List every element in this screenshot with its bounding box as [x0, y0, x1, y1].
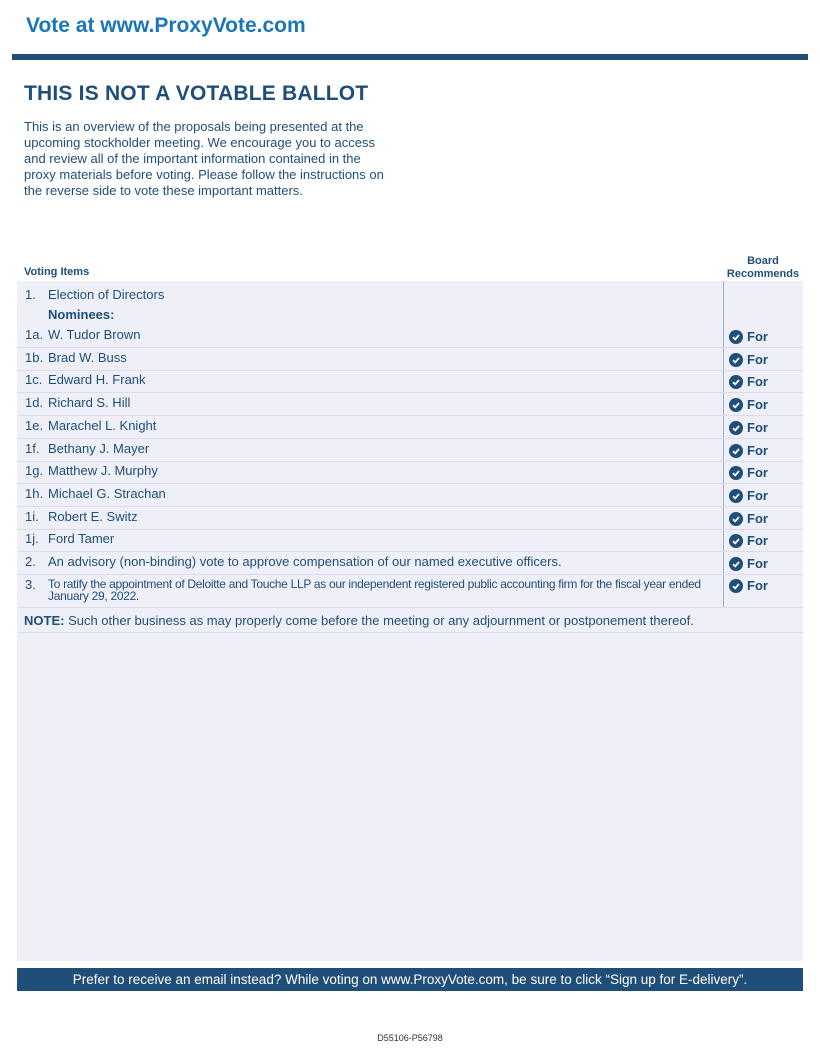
nominee-name: Richard S. Hill — [48, 395, 131, 410]
nominee-recommendation — [729, 329, 768, 344]
header-divider — [12, 54, 808, 60]
nominee-number: 1a. — [25, 327, 44, 342]
nominee-name: Michael G. Strachan — [48, 486, 166, 501]
nominee-name: Ford Tamer — [48, 531, 115, 546]
nominee-number: 1h. — [25, 486, 44, 501]
voting-items-header: Voting Items — [24, 266, 90, 278]
page-title: THIS IS NOT A VOTABLE BALLOT — [24, 82, 369, 105]
nominee-row — [17, 531, 803, 552]
nominee-row — [17, 463, 803, 484]
recommendation-label: For — [747, 329, 768, 344]
check-circle-icon — [729, 375, 743, 389]
e-delivery-banner: Prefer to receive an email instead? While voting on www.ProxyVote.com, be sure to click “Sign up for E-delivery”. — [17, 968, 803, 991]
recommendation-label: For — [747, 556, 768, 571]
nominee-number: 1e. — [25, 418, 44, 433]
note-body: Such other business as may properly come before the meeting or any adjournment or postponement thereof. — [64, 613, 694, 628]
item-text: Election of Directors — [48, 287, 165, 302]
nominee-name: Brad W. Buss — [48, 350, 127, 365]
recommendation-label: For — [747, 533, 768, 548]
item-number: 3. — [25, 577, 36, 592]
nominee-recommendation — [729, 443, 768, 458]
document-code: D55106-P56798 — [377, 1033, 443, 1043]
nominee-recommendation — [729, 420, 768, 435]
note-divider — [17, 632, 803, 633]
item-text — [48, 578, 701, 602]
item-3-text-line2: January 29, 2022. — [48, 589, 139, 603]
check-circle-icon — [729, 466, 743, 480]
item-1-row — [17, 287, 803, 305]
nominee-name: Edward H. Frank — [48, 372, 146, 387]
nominee-number: 1b. — [25, 350, 44, 365]
nominee-recommendation — [729, 511, 768, 526]
check-circle-icon — [729, 489, 743, 503]
nominees-heading-row — [17, 307, 803, 325]
note-label: NOTE: — [24, 613, 65, 628]
recommendation-label: For — [747, 443, 768, 458]
nominee-recommendation — [729, 374, 768, 389]
nominee-number: 1f. — [25, 441, 40, 456]
nominees-label: Nominees: — [48, 307, 115, 322]
item-2-row — [17, 554, 803, 575]
item-3-row — [17, 577, 803, 608]
recommendation-label: For — [747, 488, 768, 503]
proxyvote-link[interactable]: Vote at www.ProxyVote.com — [26, 14, 306, 37]
check-circle-icon — [729, 353, 743, 367]
item-number: 2. — [25, 554, 36, 569]
nominee-row — [17, 509, 803, 530]
nominee-recommendation — [729, 465, 768, 480]
item-text: An advisory (non-binding) vote to approve compensation of our named executive officers. — [48, 554, 562, 569]
item-3-recommendation — [729, 578, 768, 593]
nominee-row — [17, 350, 803, 371]
check-circle-icon — [729, 444, 743, 458]
nominee-number: 1i. — [25, 509, 39, 524]
nominee-row — [17, 441, 803, 462]
nominee-recommendation — [729, 488, 768, 503]
nominee-row — [17, 395, 803, 416]
nominee-number: 1j. — [25, 531, 39, 546]
nominee-name: Marachel L. Knight — [48, 418, 157, 433]
recommendation-label: For — [747, 465, 768, 480]
nominee-recommendation — [729, 352, 768, 367]
recommends-label: Recommends — [726, 268, 800, 280]
nominee-row — [17, 372, 803, 393]
recommendation-label: For — [747, 352, 768, 367]
check-circle-icon — [729, 398, 743, 412]
item-3-text-line1: To ratify the appointment of Deloitte and Touche LLP as our independent registered public accounting firm for the fiscal year ended — [48, 577, 701, 591]
recommendation-label: For — [747, 511, 768, 526]
recommendation-label: For — [747, 578, 768, 593]
nominee-row — [17, 418, 803, 439]
check-circle-icon — [729, 557, 743, 571]
check-circle-icon — [729, 330, 743, 344]
nominee-name: Matthew J. Murphy — [48, 463, 158, 478]
item-2-recommendation — [729, 556, 768, 571]
nominee-number: 1d. — [25, 395, 44, 410]
board-label: Board — [747, 255, 779, 267]
recommendation-label: For — [747, 397, 768, 412]
nominee-row — [17, 327, 803, 348]
nominee-recommendation — [729, 533, 768, 548]
nominee-name: Bethany J. Mayer — [48, 441, 150, 456]
board-recommends-header — [722, 255, 804, 281]
nominee-number: 1c. — [25, 372, 43, 387]
intro-text: This is an overview of the proposals being presented at the upcoming stockholder meeting. We encourage you to access and review all of the important information contained in the proxy materials before voting. Please follow the instructions on the reverse side to vote these important matters. — [24, 119, 384, 198]
recommendation-label: For — [747, 420, 768, 435]
nominee-row — [17, 486, 803, 507]
check-circle-icon — [729, 534, 743, 548]
nominee-number: 1g. — [25, 463, 44, 478]
note-text — [24, 613, 694, 628]
check-circle-icon — [729, 421, 743, 435]
nominee-name: W. Tudor Brown — [48, 327, 141, 342]
nominee-name: Robert E. Switz — [48, 509, 138, 524]
item-number: 1. — [25, 287, 36, 302]
check-circle-icon — [729, 512, 743, 526]
nominee-recommendation — [729, 397, 768, 412]
check-circle-icon — [729, 579, 743, 593]
recommendation-label: For — [747, 374, 768, 389]
